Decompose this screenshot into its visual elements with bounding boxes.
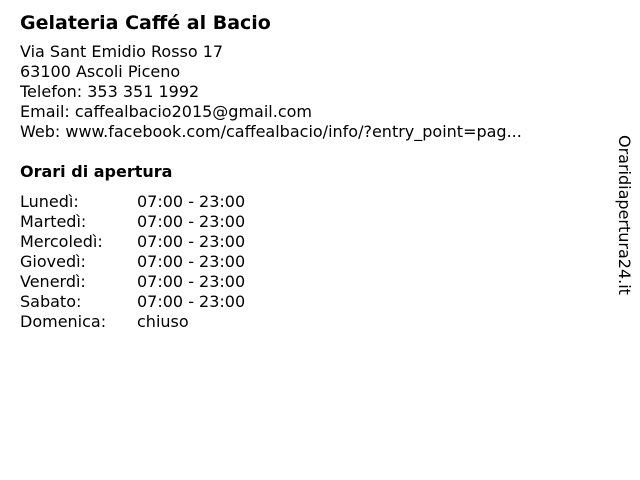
day-hours: 07:00 - 23:00: [137, 292, 246, 311]
business-name: Gelateria Caffé al Bacio: [20, 12, 271, 34]
hours-row: [20, 232, 600, 252]
site-watermark: Oraridiapertura24.it: [615, 135, 634, 295]
day-hours: 07:00 - 23:00: [137, 252, 246, 271]
email-line: Email: caffealbacio2015@gmail.com: [20, 102, 312, 121]
day-hours: chiuso: [137, 312, 189, 331]
web-line: Web: www.facebook.com/caffealbacio/info/?entry_point=pag...: [20, 122, 522, 141]
day-label: Venerdì:: [20, 272, 86, 291]
day-label: Sabato:: [20, 292, 82, 311]
opening-hours-title: Orari di apertura: [20, 162, 173, 181]
day-label: Martedì:: [20, 212, 87, 231]
day-label: Mercoledì:: [20, 232, 103, 251]
day-label: Lunedì:: [20, 192, 79, 211]
day-hours: 07:00 - 23:00: [137, 192, 246, 211]
address-street: Via Sant Emidio Rosso 17: [20, 42, 224, 61]
hours-row: [20, 212, 600, 232]
phone-line: Telefon: 353 351 1992: [20, 82, 200, 101]
hours-row: [20, 192, 600, 212]
address-city: 63100 Ascoli Piceno: [20, 62, 181, 81]
day-label: Domenica:: [20, 312, 107, 331]
hours-row: [20, 252, 600, 272]
day-hours: 07:00 - 23:00: [137, 232, 246, 251]
hours-row: [20, 292, 600, 312]
day-label: Giovedì:: [20, 252, 86, 271]
business-card: [20, 10, 600, 332]
day-hours: 07:00 - 23:00: [137, 272, 246, 291]
opening-hours-list: [20, 192, 600, 332]
hours-row: [20, 272, 600, 292]
hours-row: [20, 312, 600, 332]
day-hours: 07:00 - 23:00: [137, 212, 246, 231]
